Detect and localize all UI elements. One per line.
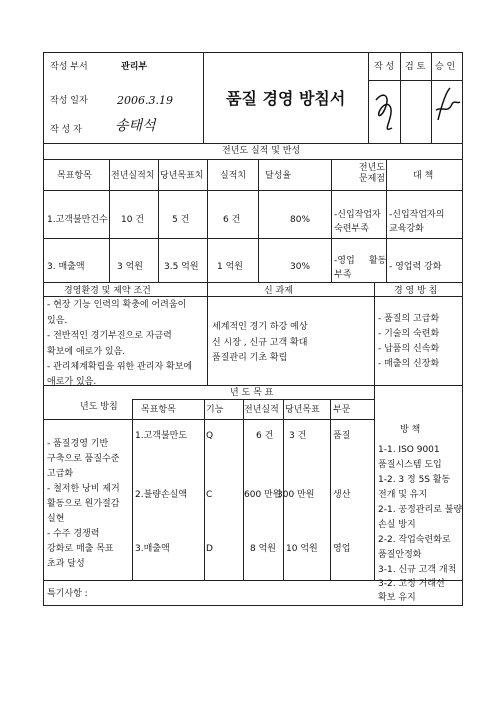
list-item: 강화로 매출 목표	[47, 544, 114, 554]
list-item: 세계적인 경기 하강 예상	[212, 322, 308, 332]
s3-row3-item: 3.매출액	[135, 544, 170, 554]
s3-row1-target: 3 건	[289, 431, 307, 441]
writer-signature	[372, 88, 400, 138]
list-item: 2-2. 작업숙련화로	[378, 535, 451, 545]
section1-title: 전년도 실적 및 반성	[222, 146, 301, 156]
section3-title: 년 도 목 표	[230, 388, 274, 398]
s1-row1-rate: 80%	[290, 215, 311, 225]
list-item: 고급화	[47, 469, 74, 479]
list-item: - 기술의 숙련화	[378, 329, 440, 339]
page-title: 품질 경영 방침서	[226, 89, 346, 108]
dept-label: 작성 부서	[50, 62, 88, 72]
s3-row1-prev: 6 건	[256, 431, 274, 441]
policy-title: 경 영 방 침	[394, 286, 438, 296]
s3-row2-func: C	[206, 490, 213, 500]
approver-signature	[432, 84, 462, 124]
s3-row1-item: 1.고객불만도	[135, 431, 188, 441]
list-item: - 현장 기능 인력의 확충에 어려움이	[47, 300, 187, 310]
s1-row1-prev: 10 건	[121, 215, 145, 225]
measure-title: 방 책	[400, 425, 421, 435]
s3-row3-func: D	[206, 544, 213, 554]
s1-header-rate: 달성율	[265, 171, 292, 181]
s3-header-prev: 전년실적	[244, 405, 279, 415]
s3-row2-item: 2.불량손실액	[135, 490, 188, 500]
dept-value: 관리부	[121, 62, 148, 72]
approval-approve: 승 인	[435, 62, 456, 72]
s1-row2-actual: 1 억원	[217, 262, 243, 272]
list-item: 초과 달성	[47, 559, 85, 569]
task-title: 신 과제	[264, 286, 293, 296]
date-label: 작성 일자	[50, 96, 88, 106]
s1-row2-action: - 영업력 강화	[389, 262, 442, 272]
s1-row2-target: 3.5 억원	[164, 262, 199, 272]
list-item: - 품질의 고급화	[378, 314, 440, 324]
list-item: 있음.	[47, 316, 68, 326]
list-item: 확보에 애로가 있음.	[47, 347, 126, 357]
s1-header-item: 목표항목	[57, 171, 92, 181]
s1-row1-item: 1.고객불만건수	[47, 215, 108, 225]
list-item: 활동으로 원가절감	[47, 499, 120, 509]
s1-row1-action: -신입작업자의 교육강화	[389, 210, 445, 234]
s3-row3-dept: 영업	[333, 544, 351, 554]
s3-row3-prev: 8 억원	[250, 544, 276, 554]
list-item: - 관리체계확립을 위한 관리자 확보에	[47, 362, 193, 372]
list-item: 구축으로 품질수준	[47, 454, 120, 464]
author-label: 작 성 자	[50, 125, 82, 135]
s3-row2-dept: 생산	[333, 490, 351, 500]
env-title: 경영환경 및 제약 조건	[64, 286, 151, 296]
s3-row2-prev: 600 만원	[244, 490, 282, 500]
approval-review: 검 토	[405, 62, 426, 72]
list-item: 1-1. ISO 9001	[378, 445, 440, 455]
s1-header-problem: 전년도 문제점	[358, 163, 385, 184]
s1-header-actual: 실적치	[220, 171, 247, 181]
list-item: 품질안정화	[378, 550, 422, 560]
author-value: 송태석	[115, 118, 156, 134]
s1-row1-problem: -신입작업자 숙련부족	[334, 210, 381, 234]
list-item: 신 시장 , 신규 고객 확대	[212, 338, 308, 348]
s3-header-target: 당년목표	[285, 405, 320, 415]
s1-row2-problem: -영업 활동 부족	[334, 256, 387, 280]
s1-row1-actual: 6 건	[223, 215, 241, 225]
list-item: - 품질경영 기반	[47, 439, 109, 449]
s3-header-item: 목표항목	[141, 405, 176, 415]
s1-header-prev: 전년실적치	[111, 171, 155, 181]
approval-writer: 작 성	[374, 62, 395, 72]
s1-row2-prev: 3 억원	[117, 262, 143, 272]
s3-row1-dept: 품질	[333, 431, 351, 441]
special-notes-label: 특기사항 :	[47, 589, 88, 599]
list-item: - 납품의 신속화	[378, 344, 440, 354]
s1-row1-target: 5 건	[172, 215, 190, 225]
s1-row2-rate: 30%	[290, 262, 311, 272]
list-item: 전개 및 유지	[378, 490, 428, 500]
s3-row1-func: Q	[206, 431, 214, 441]
list-item: 3-2. 고정 거래선	[378, 579, 445, 589]
s1-header-target: 당년목표치	[160, 171, 204, 181]
list-item: - 전반적인 경기부진으로 자금력	[47, 331, 172, 341]
list-item: - 매출의 신장화	[378, 359, 440, 369]
list-item: 실현	[47, 514, 65, 524]
list-item: 2-1. 공정관리로 불량	[378, 505, 463, 515]
s1-header-action: 대 책	[413, 171, 434, 181]
date-value: 2006.3.19	[117, 94, 173, 107]
s3-header-func: 기능	[206, 405, 224, 415]
year-policy-title: 년도 방침	[80, 402, 118, 412]
s3-row2-target: 300 만원	[277, 490, 315, 500]
list-item: 애로가 있음.	[47, 377, 97, 387]
list-item: 확보 유지	[378, 593, 416, 603]
list-item: - 수주 경쟁력	[47, 529, 100, 539]
list-item: 1-2. 3 정 5S 활동	[378, 475, 451, 485]
list-item: 3-1. 신규 고객 개척	[378, 565, 457, 575]
list-item: 품질시스템 도입	[378, 460, 442, 470]
s3-header-dept: 부문	[333, 405, 351, 415]
list-item: - 철저한 낭비 제거	[47, 484, 120, 494]
s3-row3-target: 10 억원	[286, 544, 318, 554]
list-item: 품질관리 기초 확립	[212, 353, 288, 363]
list-item: 손실 방지	[378, 520, 416, 530]
s1-row2-item: 3. 매출액	[47, 262, 85, 272]
